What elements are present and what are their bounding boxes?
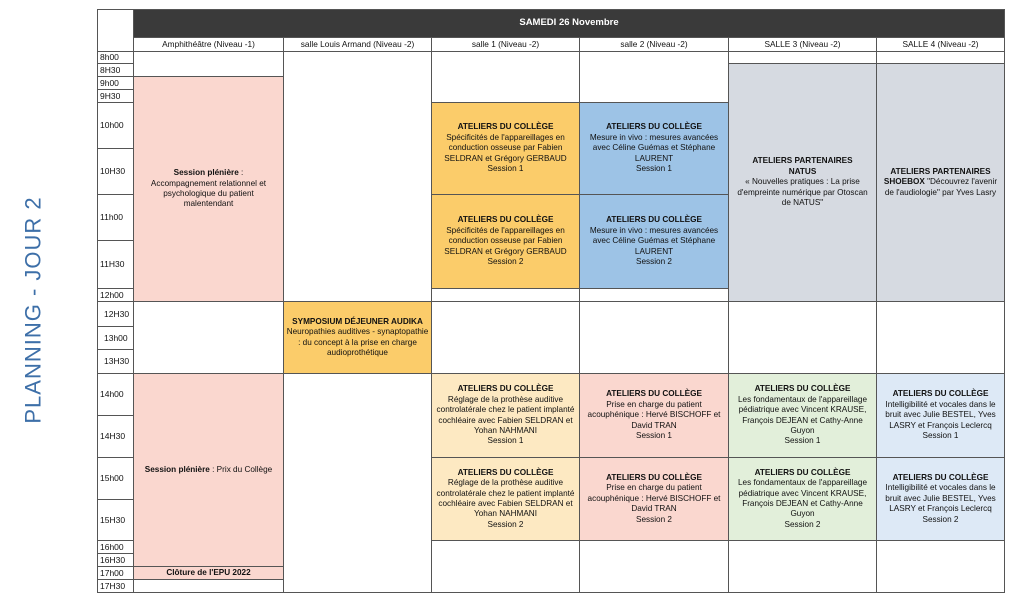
empty-slot — [431, 288, 580, 302]
time-label: 9h00 — [100, 77, 119, 88]
session-salle1-c — [431, 373, 580, 458]
session-description: Les fondamentaux de l'appareillage pédiatrique avec Vincent KRAUSE, François DEJEAN et Cathy-Anne Guyon — [737, 478, 868, 519]
time-label: 12h00 — [100, 289, 124, 300]
session-description: Intelligibilité et vocales dans le bruit avec Julie BESTEL, Yves LASRY et François Leclercq — [885, 399, 996, 430]
time-label: 13h00 — [104, 332, 128, 343]
time-label: 12H30 — [104, 308, 130, 319]
time-label: 14h00 — [100, 389, 124, 400]
day-header-text: SAMEDI 26 Novembre — [519, 17, 619, 29]
empty-slot — [579, 51, 729, 103]
session-natus — [728, 63, 877, 302]
session-number: Session 2 — [784, 519, 821, 529]
session-title: ATELIERS DU COLLÈGE — [457, 215, 554, 225]
column-header-salle-1 — [431, 37, 580, 52]
session-title: SYMPOSIUM DÉJEUNER AUDIKA — [292, 316, 423, 326]
column-header-louis-armand — [283, 37, 432, 52]
session-salle2-b — [579, 194, 729, 289]
session-salle1-b — [431, 194, 580, 289]
session-text — [879, 177, 1002, 198]
time-slot — [97, 326, 134, 350]
time-slot — [97, 553, 134, 567]
session-salle2-c — [579, 373, 729, 458]
session-number: Session 1 — [784, 436, 821, 446]
empty-slot — [728, 301, 877, 374]
session-title: ATELIERS PARTENAIRES — [890, 166, 991, 176]
session-description: Réglage de la prothèse auditive controlatérale chez le patient implanté cochléaire avec Fabien SELDRAN et Yohan NAHMANI — [436, 394, 575, 435]
time-label: 8h00 — [100, 52, 119, 63]
session-number: Session 1 — [922, 431, 959, 441]
column-header-label: salle 1 (Niveau -2) — [471, 39, 540, 50]
session-title: Session plénière — [173, 168, 239, 178]
time-slot — [97, 148, 134, 195]
session-salle3-d — [728, 457, 877, 541]
empty-slot — [876, 301, 1005, 374]
session-description: « Nouvelles pratiques : La prise d'empreinte numérique par Otoscan de NATUS" — [737, 177, 868, 208]
time-label: 17h00 — [100, 567, 124, 578]
session-pleniere-1 — [133, 76, 284, 302]
session-title: Session plénière — [144, 464, 210, 474]
time-label: 9H30 — [100, 90, 121, 101]
session-title: ATELIERS DU COLLÈGE — [457, 467, 554, 477]
session-number: Session 1 — [636, 431, 672, 441]
session-description: Prise en charge du patient acouphénique : Hervé BISCHOFF et David TRAN — [587, 399, 721, 430]
session-salle2-d — [579, 457, 729, 541]
session-title: ATELIERS DU COLLÈGE — [892, 472, 989, 482]
empty-slot — [431, 51, 580, 103]
session-symposium-audika — [283, 301, 432, 374]
time-label: 14H30 — [100, 431, 126, 442]
empty-slot — [728, 540, 877, 593]
session-number: Session 2 — [636, 514, 672, 524]
time-slot — [97, 457, 134, 500]
time-slot — [97, 288, 134, 302]
empty-slot — [431, 301, 580, 374]
time-slot — [97, 76, 134, 90]
column-header-label: SALLE 4 (Niveau -2) — [902, 39, 979, 50]
time-slot — [97, 301, 134, 327]
session-title: ATELIERS DU COLLÈGE — [457, 122, 554, 132]
time-label: 15H30 — [100, 514, 126, 525]
column-header-label: SALLE 3 (Niveau -2) — [764, 39, 841, 50]
column-header-salle-3 — [728, 37, 877, 52]
empty-slot — [133, 51, 284, 77]
session-description: Spécificités de l'appareillages en conduction osseuse par Fabien SELDRAN et Grégory GERBAUD — [444, 225, 567, 256]
empty-slot — [579, 301, 729, 374]
time-slot — [97, 102, 134, 149]
time-label: 10H30 — [100, 166, 126, 177]
time-slot — [97, 63, 134, 77]
session-description: Les fondamentaux de l'appareillage pédiatrique avec Vincent KRAUSE, François DEJEAN et Cathy-Anne Guyon — [737, 394, 868, 435]
session-title: Clôture de l'EPU 2022 — [166, 567, 251, 577]
session-description: Neuropathies auditives - synaptopathie : du concept à la prise en charge audioprothétique — [286, 327, 429, 357]
time-slot — [97, 194, 134, 241]
session-title: ATELIERS DU COLLÈGE — [606, 472, 702, 482]
session-salle1-a — [431, 102, 580, 195]
empty-slot — [876, 540, 1005, 593]
session-description: Prise en charge du patient acouphénique : Hervé BISCHOFF et David TRAN — [587, 483, 721, 514]
session-title: ATELIERS DU COLLÈGE — [457, 384, 554, 394]
session-description: Réglage de la prothèse auditive controlatérale chez le patient implanté cochléaire avec Fabien SELDRAN et Yohan NAHMANI — [436, 478, 575, 519]
time-label: 10h00 — [100, 120, 124, 131]
session-description: : Prix du Collège — [209, 464, 273, 474]
session-shoebox — [876, 63, 1005, 302]
column-header-label: Amphithéâtre (Niveau -1) — [162, 39, 255, 50]
time-slot — [97, 579, 134, 593]
time-label: 8H30 — [100, 64, 121, 75]
session-salle3-c — [728, 373, 877, 458]
empty-slot — [579, 540, 729, 593]
session-description: Accompagnement relationnel et psychologique du patient malentendant — [150, 178, 267, 209]
session-salle4-c — [876, 373, 1005, 458]
session-text — [174, 168, 244, 178]
session-number: Session 1 — [487, 164, 524, 174]
empty-slot — [431, 540, 580, 593]
session-number: Session 2 — [487, 257, 524, 267]
session-salle2-a — [579, 102, 729, 195]
empty-slot — [579, 288, 729, 302]
session-number: Session 1 — [487, 436, 524, 446]
session-number: Session 2 — [922, 514, 959, 524]
session-number: Session 1 — [636, 164, 672, 174]
session-salle1-d — [431, 457, 580, 541]
empty-slot — [283, 373, 432, 593]
time-label: 11h00 — [100, 212, 124, 223]
empty-slot — [133, 301, 284, 374]
session-title: ATELIERS DU COLLÈGE — [754, 384, 851, 394]
session-salle4-d — [876, 457, 1005, 541]
session-title-brand: SHOEBOX — [883, 177, 925, 187]
session-title: ATELIERS PARTENAIRES NATUS — [752, 156, 853, 176]
day-header — [133, 9, 1005, 38]
column-header-salle-4 — [876, 37, 1005, 52]
time-label: 13H30 — [104, 356, 130, 367]
session-number: Session 2 — [636, 257, 672, 267]
empty-slot — [283, 51, 432, 302]
session-pleniere-2 — [133, 373, 284, 567]
time-slot — [97, 89, 134, 103]
session-cloture — [133, 566, 284, 580]
session-number: Session 2 — [487, 519, 524, 529]
column-header-label: salle 2 (Niveau -2) — [620, 39, 688, 50]
time-label: 16H30 — [100, 554, 126, 565]
session-description: Mesure in vivo : mesures avancées avec Céline Guémas et Stéphane LAURENT — [589, 132, 719, 163]
session-description: Spécificités de l'appareillages en conduction osseuse par Fabien SELDRAN et Grégory GERBAUD — [444, 132, 567, 163]
column-header-label: salle Louis Armand (Niveau -2) — [300, 39, 415, 50]
session-title: ATELIERS DU COLLÈGE — [606, 389, 702, 399]
session-description: Intelligibilité et vocales dans le bruit avec Julie BESTEL, Yves LASRY et François Leclercq — [885, 483, 996, 514]
time-slot — [97, 540, 134, 554]
time-label: 11H30 — [100, 259, 125, 270]
session-text — [145, 465, 272, 475]
session-description: Mesure in vivo : mesures avancées avec Céline Guémas et Stéphane LAURENT — [589, 225, 719, 256]
session-description: "Découvrez l'avenir de l'audiologie" par Yves Lasry — [884, 177, 998, 197]
session-title: ATELIERS DU COLLÈGE — [606, 122, 702, 132]
corner-cell — [97, 9, 134, 52]
time-slot — [97, 566, 134, 580]
time-slot — [97, 240, 134, 289]
time-label: 15h00 — [100, 473, 124, 484]
session-title: ATELIERS DU COLLÈGE — [754, 467, 851, 477]
column-header-salle-2 — [579, 37, 729, 52]
time-label: 16h00 — [100, 541, 124, 552]
empty-slot — [133, 579, 284, 593]
time-slot — [97, 499, 134, 541]
side-title-text: PLANNING - JOUR 2 — [21, 196, 47, 424]
time-slot — [97, 373, 134, 416]
column-header-amphitheatre — [133, 37, 284, 52]
time-slot — [97, 415, 134, 458]
session-title: ATELIERS DU COLLÈGE — [606, 215, 702, 225]
session-title: ATELIERS DU COLLÈGE — [892, 389, 989, 399]
time-slot — [97, 349, 134, 374]
session-title-suffix: : — [238, 168, 244, 178]
time-label: 17H30 — [100, 580, 126, 591]
